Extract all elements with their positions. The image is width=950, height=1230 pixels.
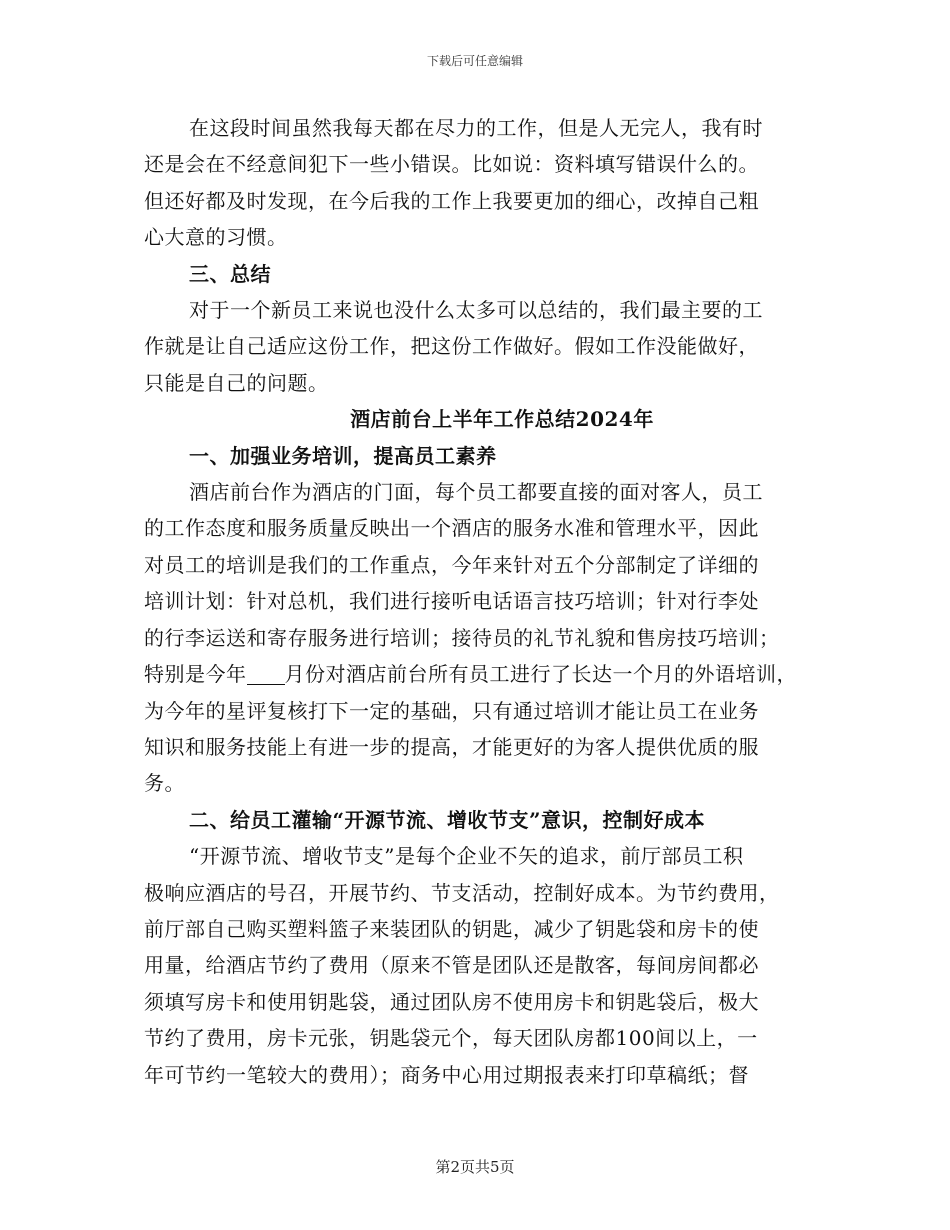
paragraph-line: 前厅部自己购买塑料篮子来装团队的钥匙，减少了钥匙袋和房卡的使 xyxy=(144,916,759,941)
paragraph-line: 但还好都及时发现，在今后我的工作上我要更加的细心，改掉自己粗 xyxy=(144,188,759,213)
paragraph-line: 对于一个新员工来说也没什么太多可以总结的，我们最主要的工 xyxy=(189,298,763,323)
section-heading: 一、加强业务培训，提高员工素养 xyxy=(189,443,497,468)
paragraph-line: 知识和服务技能上有进一步的提高，才能更好的为客人提供优质的服 xyxy=(144,734,759,759)
page-number: 第2页共5页 xyxy=(435,1158,515,1176)
paragraph-line: “开源节流、增收节支”是每个企业不矢的追求，前厅部员工积 xyxy=(189,844,744,869)
paragraph-line: 只能是自己的问题。 xyxy=(144,370,329,395)
paragraph-line: 在这段时间虽然我每天都在尽力的工作，但是人无完人，我有时 xyxy=(189,116,763,140)
line-segment: 特别是今年 xyxy=(144,662,247,687)
paragraph-line: 务。 xyxy=(144,771,185,796)
paragraph-line: 节约了费用，房卡元张，钥匙袋元个，每天团队房都100间以上，一 xyxy=(144,1026,758,1051)
section-heading: 三、总结 xyxy=(189,261,271,286)
paragraph-line: 对员工的培训是我们的工作重点，今年来针对五个分部制定了详细的 xyxy=(144,552,759,577)
paragraph-line: 年可节约一笔较大的费用）；商务中心用过期报表来打印草稿纸；督 xyxy=(144,1062,749,1087)
paragraph-line: 酒店前台作为酒店的门面，每个员工都要直接的面对客人，员工 xyxy=(189,480,763,505)
paragraph-line: 作就是让自己适应这份工作，把这份工作做好。假如工作没能做好， xyxy=(144,334,759,359)
paragraph-line: 心大意的习惯。 xyxy=(144,225,288,250)
paragraph-line: 极响应酒店的号召，开展节约、节支活动，控制好成本。为节约费用， xyxy=(144,880,780,905)
paragraph-line: 须填写房卡和使用钥匙袋，通过团队房不使用房卡和钥匙袋后，极大 xyxy=(144,989,759,1014)
document-body xyxy=(144,110,820,1093)
paragraph-line: 的行李运送和寄存服务进行培训；接待员的礼节礼貌和售房技巧培训； xyxy=(144,625,780,650)
paragraph-line: 的工作态度和服务质量反映出一个酒店的服务水准和管理水平，因此 xyxy=(144,516,759,541)
document-title: 酒店前台上半年工作总结2024年 xyxy=(350,407,654,432)
line-segment: 月份对酒店前台所有员工进行了长达一个月的外语培训， xyxy=(284,662,797,687)
fill-in-blank xyxy=(247,664,285,685)
paragraph-line: 用量，给酒店节约了费用（原来不管是团队还是散客，每间房间都必 xyxy=(144,953,759,978)
section-heading: 二、给员工灌输“开源节流、增收节支”意识，控制好成本 xyxy=(189,807,706,832)
paragraph-line: 培训计划：针对总机，我们进行接听电话语言技巧培训；针对行李处 xyxy=(144,589,759,614)
paragraph-line: 还是会在不经意间犯下一些小错误。比如说：资料填写错误什么的。 xyxy=(144,152,759,177)
paragraph-line: 为今年的星评复核打下一定的基础，只有通过培训才能让员工在业务 xyxy=(144,698,759,723)
page-header: 下载后可任意编辑 xyxy=(426,54,523,68)
paragraph-line xyxy=(144,656,820,692)
